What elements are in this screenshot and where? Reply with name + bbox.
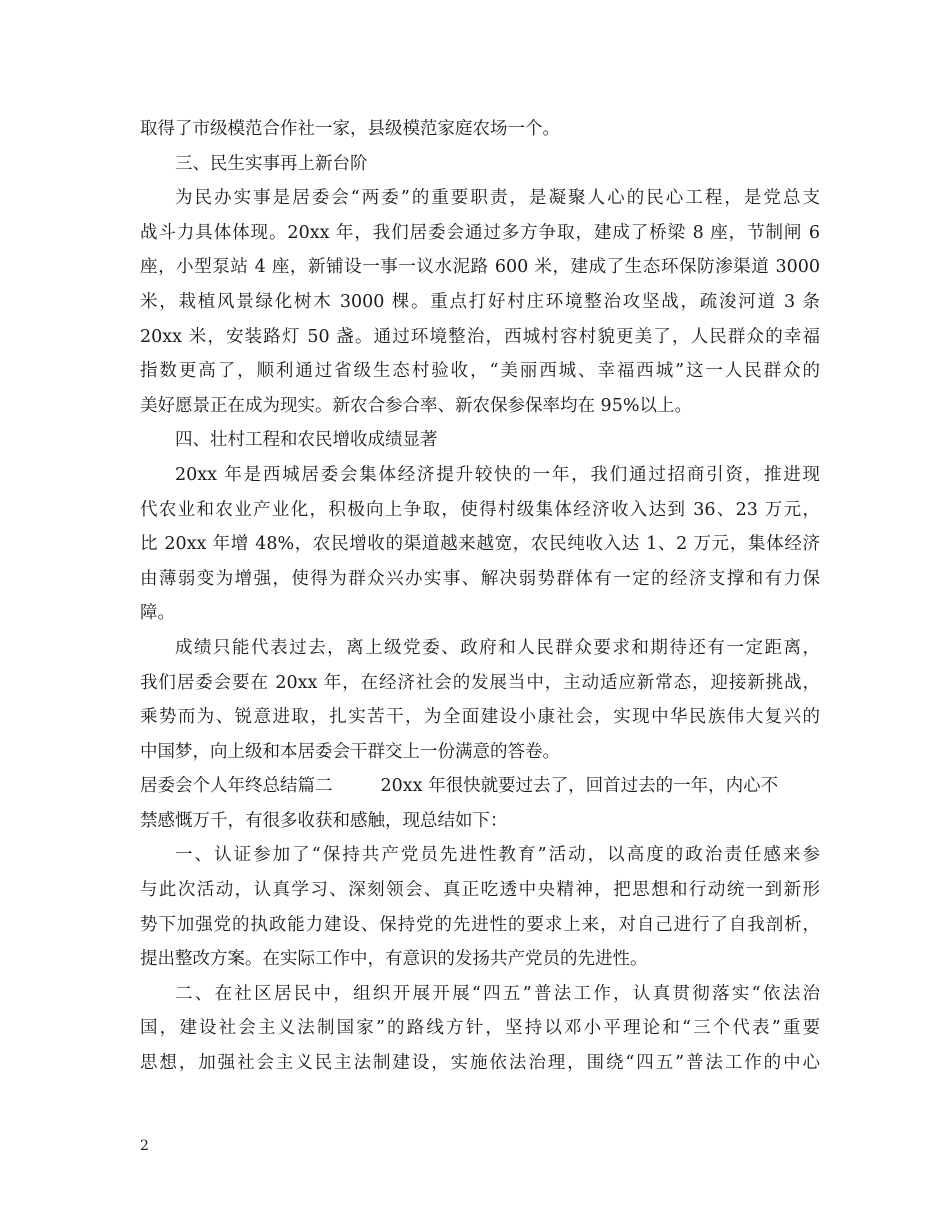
section-intro-text: 20xx 年很快就要过去了，回首过去的一年，内心不 — [380, 776, 779, 797]
text-line: 战斗力具体体现。20xx 年，我们居委会通过多方争取，建成了桥梁 8 座，节制闸 6 — [140, 222, 820, 243]
text-line: 取得了市级模范合作社一家，县级模范家庭农场一个。 — [140, 119, 560, 139]
text-line: 为民办实事是居委会“两委”的重要职责，是凝聚人心的民心工程，是党总支 — [175, 188, 820, 209]
text-line: 20xx 米，安装路灯 50 盏。通过环境整治，西城村容村貌更美了，人民群众的幸福 — [140, 326, 820, 347]
text-line: 四、壮村工程和农民增收成绩显著 — [175, 430, 438, 451]
section-heading-line — [140, 769, 820, 804]
text-line: 代农业和农业产业化，积极向上争取，使得村级集体经济收入达到 36、23 万元， — [140, 499, 820, 520]
text-line: 禁感慨万千，有很多收获和感触，现总结如下： — [140, 810, 508, 831]
text-line: 中国梦，向上级和本居委会干群交上一份满意的答卷。 — [140, 741, 560, 762]
text-line: 我们居委会要在 20xx 年，在经济社会的发展当中，主动适应新常态，迎接新挑战， — [140, 672, 820, 693]
text-block-after-heading — [140, 804, 820, 1081]
text-line: 障。 — [140, 603, 175, 624]
text-line: 美好愿景正在成为现实。新农合参合率、新农保参保率均在 95%以上。 — [140, 395, 692, 416]
text-line: 比 20xx 年增 48%，农民增收的渠道越来越宽，农民纯收入达 1、2 万元，集体经济 — [140, 534, 820, 555]
text-line: 20xx 年是西城居委会集体经济提升较快的一年，我们通过招商引资，推进现 — [175, 464, 820, 485]
text-line: 一、认证参加了“保持共产党员先进性教育”活动，以高度的政治责任感来参 — [175, 845, 820, 866]
text-line: 座，小型泵站 4 座，新铺设一事一议水泥路 600 米，建成了生态环保防渗渠道 3000 — [140, 257, 820, 278]
text-line: 提出整改方案。在实际工作中，有意识的发扬共产党员的先进性。 — [140, 949, 648, 970]
text-line: 与此次活动，认真学习、深刻领会、真正吃透中央精神，把思想和行动统一到新形 — [140, 880, 820, 901]
page-number: 2 — [140, 1138, 149, 1154]
text-block-before-heading — [140, 112, 820, 769]
text-line: 米，栽植风景绿化树木 3000 棵。重点打好村庄环境整治攻坚战，疏浚河道 3 条 — [140, 291, 820, 312]
text-line: 乘势而为、锐意进取，扎实苦干，为全面建设小康社会，实现中华民族伟大复兴的 — [140, 707, 820, 728]
text-line: 由薄弱变为增强，使得为群众兴办实事、解决弱势群体有一定的经济支撑和有力保 — [140, 568, 820, 589]
text-line: 二、在社区居民中，组织开展开展“四五”普法工作，认真贯彻落实“依法治 — [175, 983, 820, 1004]
text-line: 成绩只能代表过去，离上级党委、政府和人民群众要求和期待还有一定距离， — [175, 637, 820, 658]
text-line: 国，建设社会主义法制国家”的路线方针，坚持以邓小平理论和“三个代表”重要 — [140, 1018, 820, 1039]
document-body — [140, 112, 820, 1081]
text-line: 势下加强党的执政能力建设、保持党的先进性的要求上来，对自己进行了自我剖析， — [140, 914, 820, 935]
section-title: 居委会个人年终总结篇二 — [140, 776, 333, 797]
text-line: 三、民生实事再上新台阶 — [175, 153, 368, 174]
text-line: 指数更高了，顺利通过省级生态村验收，“美丽西城、幸福西城”这一人民群众的 — [140, 361, 820, 382]
text-line: 思想，加强社会主义民主法制建设，实施依法治理，围绕“四五”普法工作的中心 — [140, 1053, 820, 1074]
